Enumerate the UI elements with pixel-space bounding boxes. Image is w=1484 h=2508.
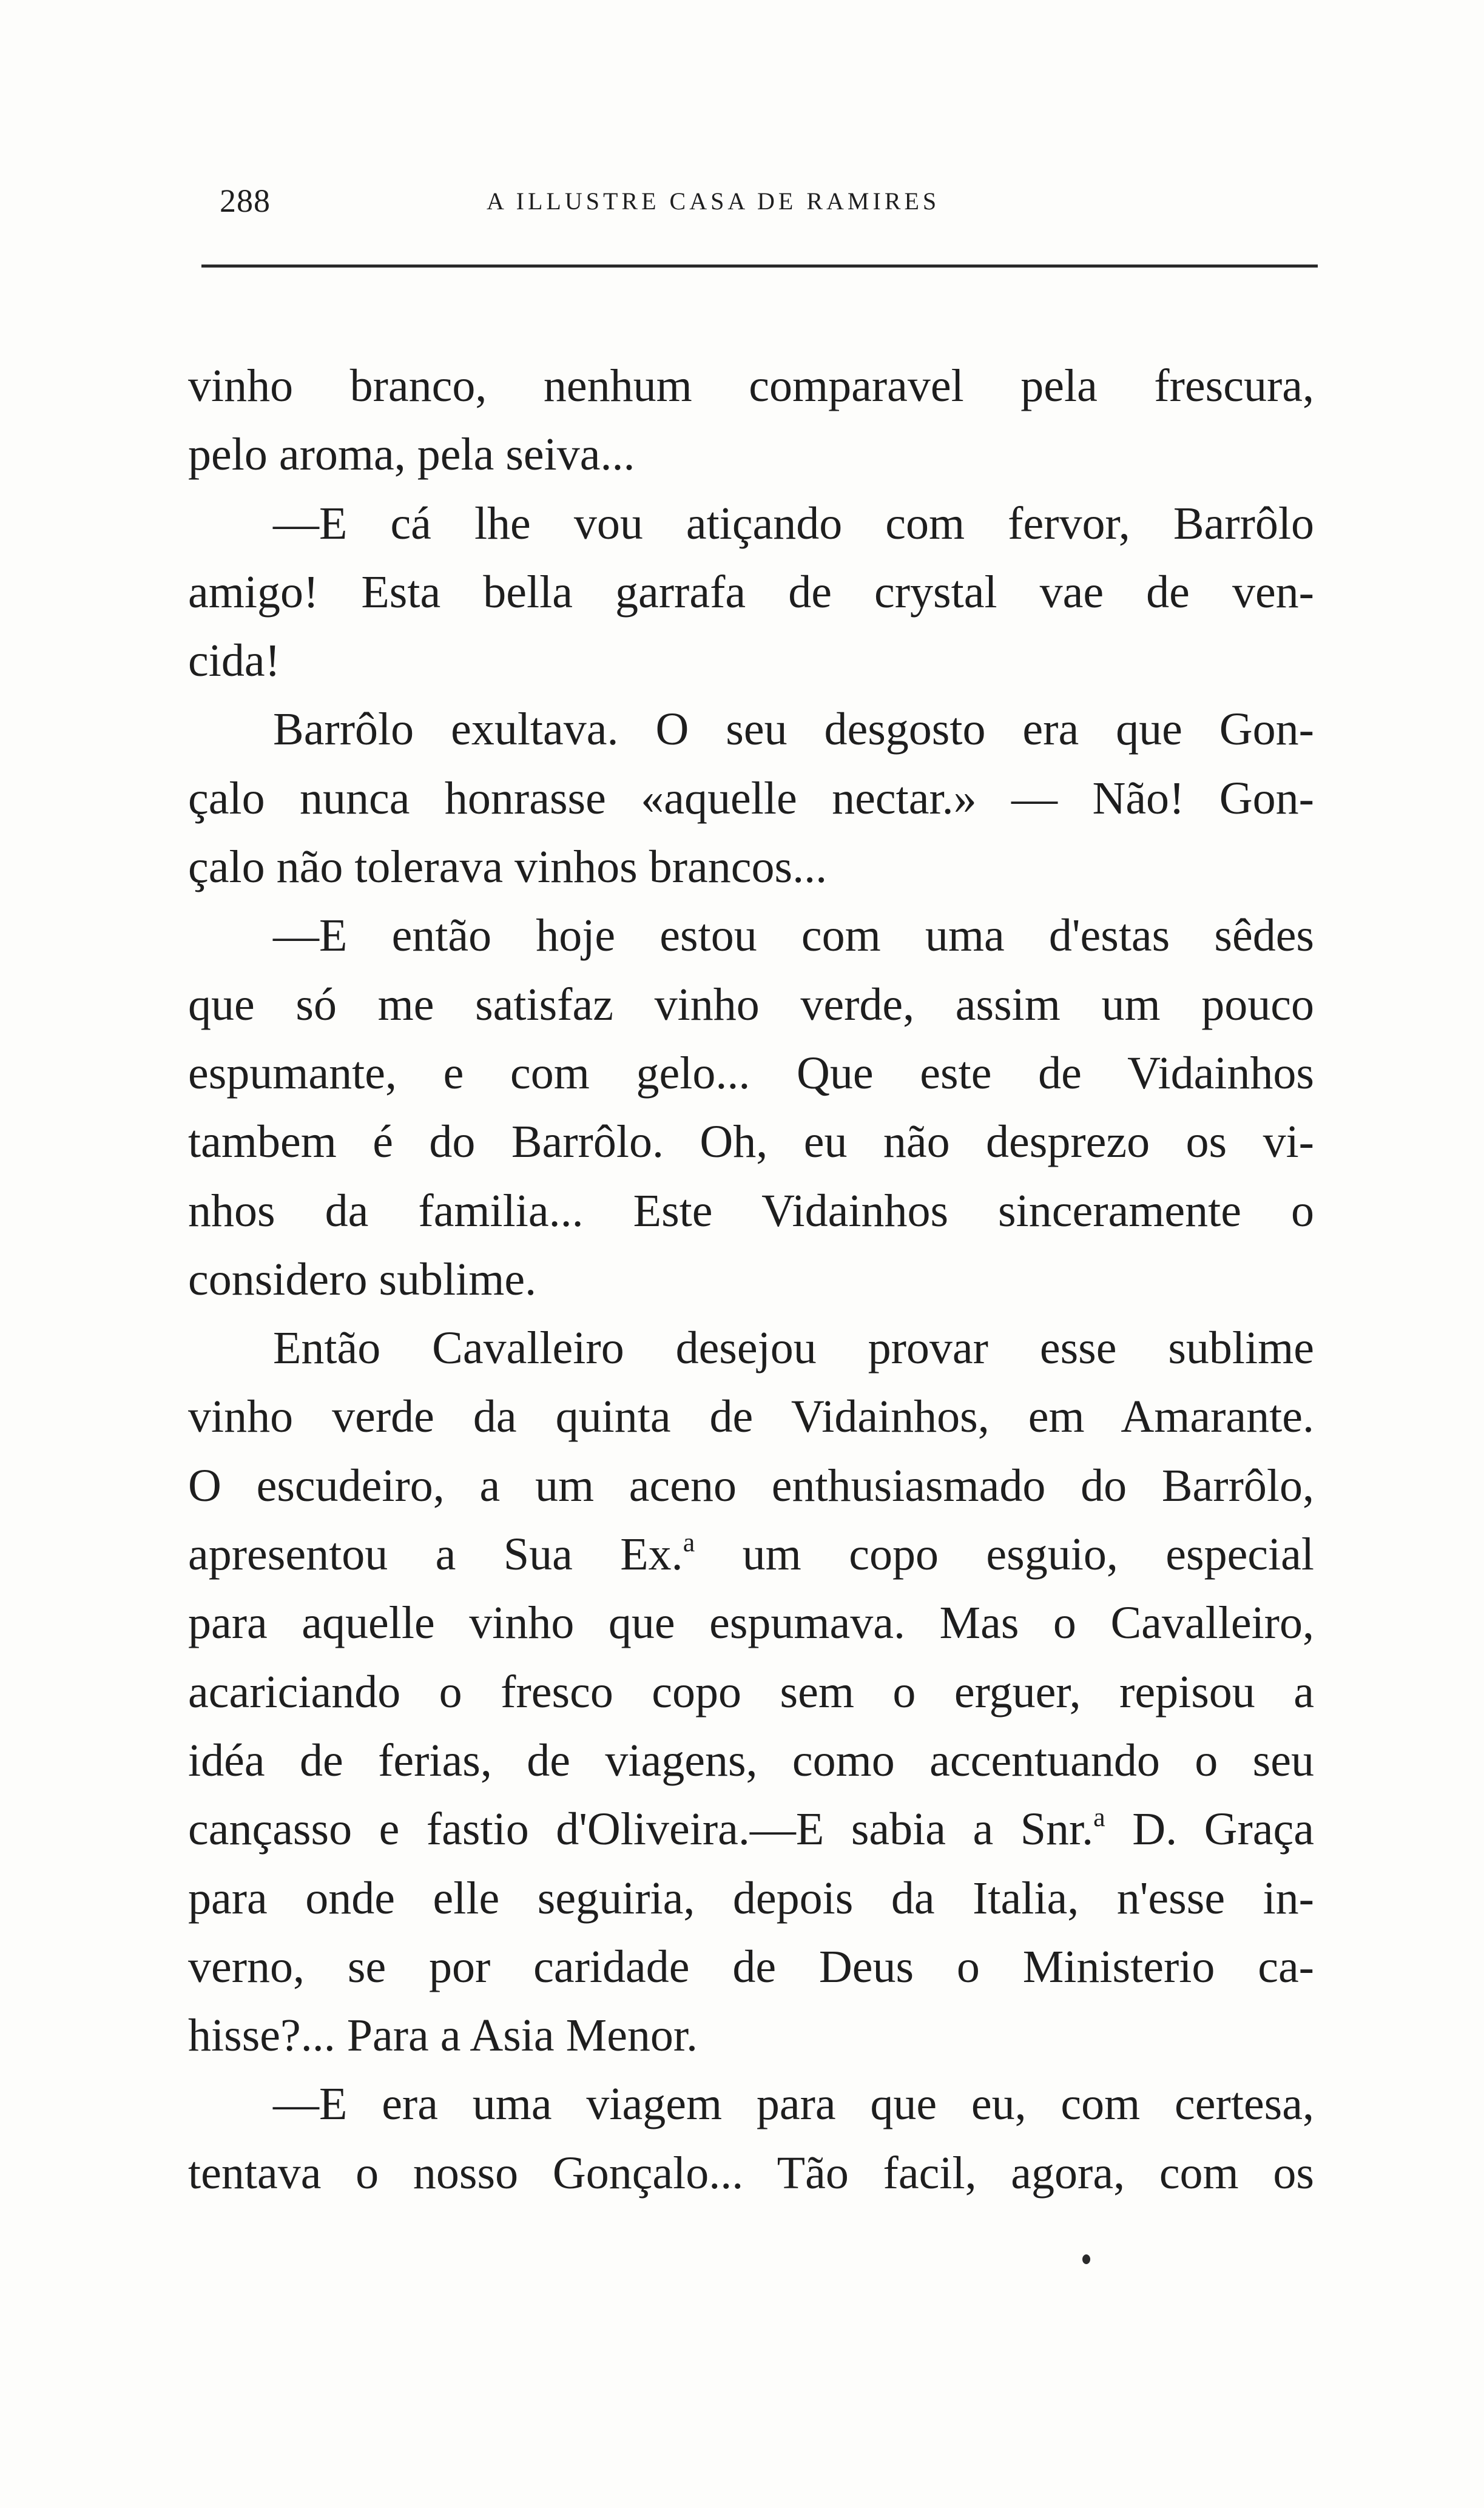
text-line: tambem é do Barrôlo. Oh, eu não desprezo os vi- (188, 1116, 1314, 1168)
text-line: idéa de ferias, de viagens, como accentuando o seu (188, 1734, 1314, 1786)
text-line (188, 1520, 1314, 1589)
text-line (188, 1795, 1314, 1864)
running-title: A ILLUSTRE CASA DE RAMIRES (487, 187, 940, 215)
text-segment: apresentou a Sua Ex. (188, 1529, 683, 1580)
text-line: considero sublime. (188, 1253, 537, 1305)
superscript: a (1093, 1802, 1105, 1833)
text-line: acariciando o fresco copo sem o erguer, repisou a (188, 1666, 1314, 1718)
text-line: Então Cavalleiro desejou provar esse sublime (273, 1323, 1314, 1374)
text-line: —E cá lhe vou atiçando com fervor, Barrôlo (273, 497, 1314, 549)
text-line: nhos da familia... Este Vidainhos sinceramente o (188, 1185, 1314, 1236)
text-segment: cançasso e fastio d'Oliveira.—E sabia a Snr. (188, 1804, 1094, 1855)
text-line: vinho branco, nenhum comparavel pela frescura, (188, 360, 1314, 411)
text-segment: um copo esguio, especial (695, 1529, 1314, 1580)
text-line: —E então hoje estou com uma d'estas sêdes (273, 910, 1314, 962)
header-rule (201, 265, 1318, 268)
text-segment: D. Graça (1105, 1804, 1314, 1855)
text-line: espumante, e com gelo... Que este de Vidainhos (188, 1047, 1314, 1099)
text-line: çalo não tolerava vinhos brancos... (188, 841, 828, 893)
text-line: tentava o nosso Gonçalo... Tão facil, agora, com os (188, 2147, 1314, 2199)
running-header (220, 182, 1312, 218)
body-text (188, 352, 1314, 2208)
text-line: para onde elle seguiria, depois da Italia, n'esse in- (188, 1872, 1314, 1924)
text-line: vinho verde da quinta de Vidainhos, em Amarante. (188, 1391, 1314, 1443)
text-line: amigo! Esta bella garrafa de crystal vae de ven- (188, 566, 1314, 618)
superscript: a (683, 1528, 695, 1558)
page-number: 288 (220, 183, 271, 219)
text-line: para aquelle vinho que espumava. Mas o Cavalleiro, (188, 1597, 1314, 1649)
text-line: verno, se por caridade de Deus o Ministerio ca- (188, 1941, 1314, 1992)
text-line: hisse?... Para a Asia Menor. (188, 2010, 698, 2061)
ink-dot-mark (1082, 2254, 1090, 2264)
text-line: çalo nunca honrasse «aquelle nectar.» — Não! Gon- (188, 772, 1314, 824)
text-line: que só me satisfaz vinho verde, assim um pouco (188, 979, 1314, 1030)
text-line: pelo aroma, pela seiva... (188, 429, 635, 480)
text-line: —E era uma viagem para que eu, com certesa, (273, 2078, 1314, 2130)
text-line: Barrôlo exultava. O seu desgosto era que Gon- (273, 704, 1314, 755)
text-line: cida! (188, 635, 280, 687)
text-line: O escudeiro, a um aceno enthusiasmado do Barrôlo, (188, 1460, 1314, 1511)
